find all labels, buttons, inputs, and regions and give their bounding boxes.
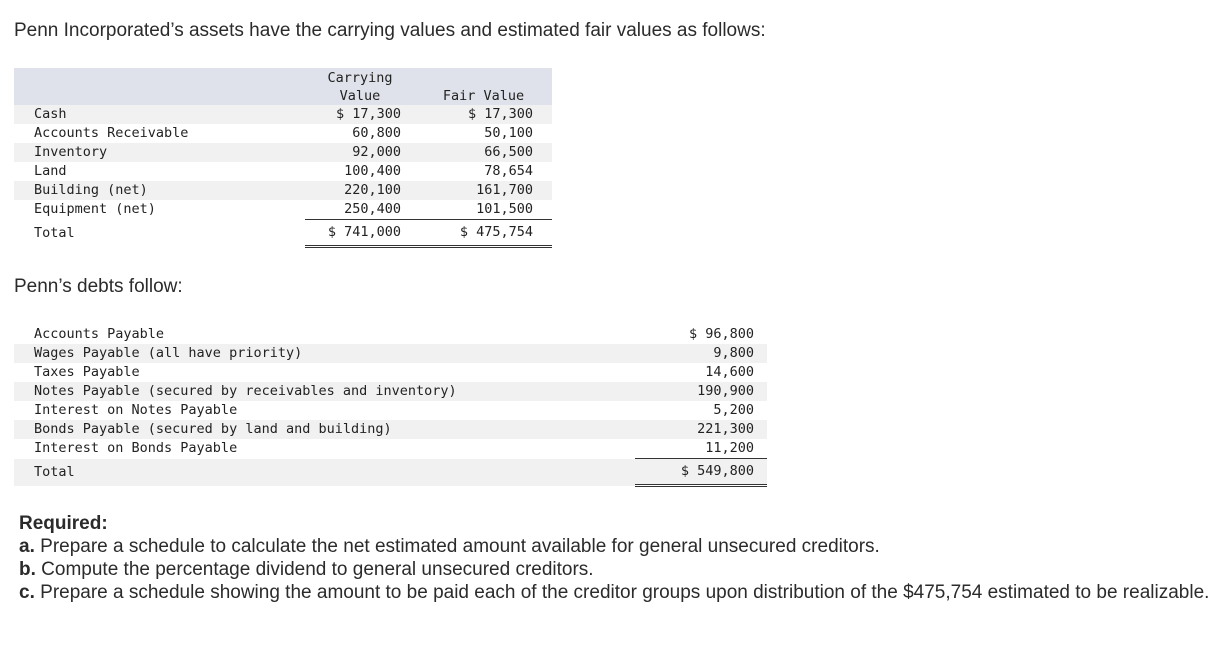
debts-total-label: Total	[14, 459, 635, 486]
asset-label: Inventory	[14, 143, 305, 162]
assets-total-label: Total	[34, 224, 75, 241]
asset-carrying-value: 100,400	[344, 163, 401, 179]
debts-table	[14, 325, 767, 487]
asset-row	[14, 200, 552, 220]
debt-amount: 221,300	[635, 420, 767, 439]
required-item	[19, 558, 1214, 581]
debt-row	[14, 363, 767, 382]
required-item-text: Prepare a schedule to calculate the net estimated amount available for general unsecured creditors.	[40, 536, 880, 557]
assets-header-blank	[14, 68, 305, 105]
asset-carrying-value: $ 17,300	[305, 105, 415, 124]
asset-row	[14, 181, 552, 200]
debt-label: Notes Payable (secured by receivables and inventory)	[14, 382, 635, 401]
asset-fair-value: 101,500	[415, 200, 552, 220]
carrying-header-line1: Carrying	[327, 70, 393, 86]
required-item-letter: b.	[19, 559, 36, 580]
required-item	[19, 581, 1214, 604]
asset-fair-value: 66,500	[415, 143, 552, 162]
debt-amount: 11,200	[635, 439, 767, 459]
assets-total-fair: $ 475,754	[415, 220, 552, 247]
carrying-value-header	[305, 68, 415, 105]
required-item-letter: c.	[19, 582, 35, 603]
debt-amount: 9,800	[635, 344, 767, 363]
debt-amount: 5,200	[713, 402, 754, 418]
asset-carrying-value: 92,000	[305, 143, 415, 162]
asset-fair-value: 78,654	[484, 163, 533, 179]
asset-carrying-value: 250,400	[305, 200, 415, 220]
asset-fair-value: $ 17,300	[415, 105, 552, 124]
carrying-header-line2: Value	[339, 88, 381, 104]
debt-amount: $ 96,800	[688, 326, 754, 342]
required-item-text: Prepare a schedule showing the amount to be paid each of the creditor groups upon distribution of the $475,754 estimated to be realizable.	[40, 582, 1210, 603]
asset-label: Cash	[14, 105, 305, 124]
asset-label: Building (net)	[14, 181, 305, 200]
debt-row	[14, 325, 767, 344]
asset-carrying-value: 60,800	[352, 125, 401, 141]
required-section	[19, 512, 1214, 604]
debts-intro-text: Penn’s debts follow:	[14, 276, 183, 297]
debt-amount: 190,900	[635, 382, 767, 401]
debt-amount: 14,600	[705, 364, 754, 380]
debt-row	[14, 439, 767, 459]
debt-row	[14, 401, 767, 420]
assets-total-row	[14, 220, 552, 247]
asset-row	[14, 105, 552, 124]
debt-row	[14, 382, 767, 401]
assets-header-row	[14, 68, 552, 105]
asset-label: Equipment (net)	[34, 201, 156, 218]
debt-label: Wages Payable (all have priority)	[14, 344, 635, 363]
debt-row	[14, 344, 767, 363]
asset-row	[14, 124, 552, 143]
debt-label: Taxes Payable	[34, 364, 140, 380]
assets-table	[14, 68, 552, 248]
debt-label: Interest on Notes Payable	[34, 402, 238, 418]
assets-total-carrying: $ 741,000	[305, 220, 415, 247]
required-title: Required:	[19, 513, 108, 534]
required-item	[19, 535, 1214, 558]
debts-total-row	[14, 459, 767, 486]
debt-label: Accounts Payable	[34, 326, 165, 342]
debt-row	[14, 420, 767, 439]
asset-row	[14, 162, 552, 181]
debt-label: Bonds Payable (secured by land and building)	[14, 420, 635, 439]
asset-fair-value: 50,100	[484, 125, 533, 141]
debts-total-amount: $ 549,800	[635, 459, 767, 486]
required-item-letter: a.	[19, 536, 35, 557]
asset-label: Accounts Receivable	[34, 125, 189, 141]
asset-label: Land	[34, 163, 67, 179]
fair-value-header: Fair Value	[415, 68, 552, 105]
required-item-text: Compute the percentage dividend to general unsecured creditors.	[41, 559, 594, 580]
asset-fair-value: 161,700	[415, 181, 552, 200]
debt-label: Interest on Bonds Payable	[34, 440, 238, 457]
asset-row	[14, 143, 552, 162]
intro-text: Penn Incorporated’s assets have the carrying values and estimated fair values as follows:	[14, 20, 766, 41]
asset-carrying-value: 220,100	[305, 181, 415, 200]
